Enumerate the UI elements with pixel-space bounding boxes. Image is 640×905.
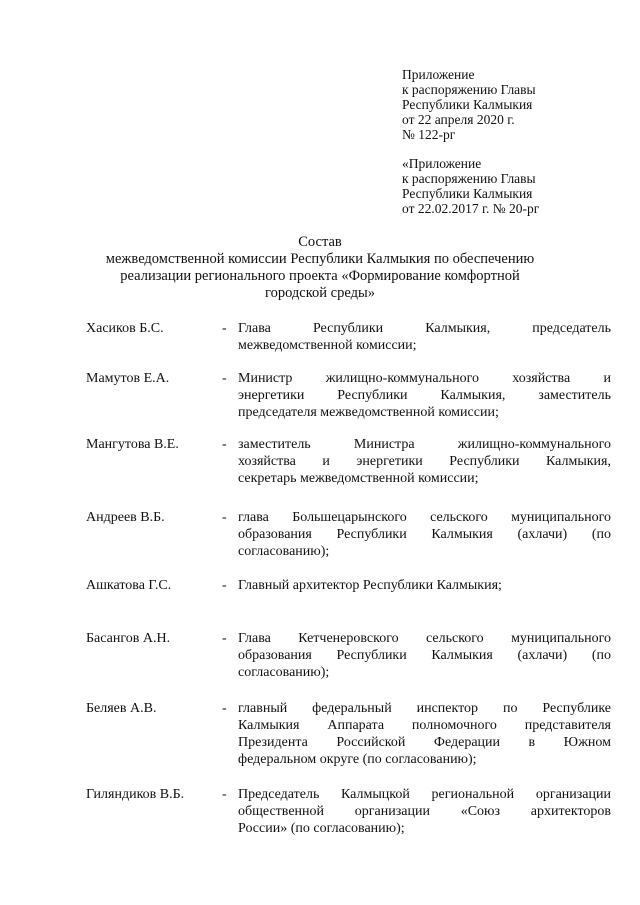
member-name: Мангутова В.Е.	[86, 437, 179, 452]
member-role	[238, 370, 611, 421]
member-name: Хасиков Б.С.	[86, 321, 164, 336]
annex-line: от 22.02.2017 г. № 20-рг	[402, 201, 540, 216]
role-line: Президента Российской Федерации в Южном	[238, 735, 611, 750]
role-line: Главный архитектор Республики Калмыкия;	[238, 578, 502, 593]
role-line: согласованию);	[238, 544, 330, 559]
annex-line: к распоряжению Главы	[402, 171, 536, 186]
annex-line: Республики Калмыкия	[402, 97, 533, 112]
role-line: хозяйства и энергетики Республики Калмыкия,	[238, 454, 611, 469]
role-line: Глава Кетченеровского сельского муниципального	[238, 631, 611, 646]
annex-line: от 22 апреля 2020 г.	[402, 112, 515, 127]
role-line: Глава Республики Калмыкия, председатель	[238, 321, 611, 336]
member-name: Басангов А.Н.	[86, 631, 171, 646]
member-dash: -	[222, 321, 227, 336]
role-line: Министр жилищно-коммунального хозяйства и	[238, 371, 611, 386]
role-line: федеральном округе (по согласованию);	[238, 752, 477, 767]
member-dash: -	[222, 787, 227, 802]
title-line: Состав	[298, 234, 342, 250]
member-dash: -	[222, 510, 227, 525]
role-line: секретарь межведомственной комиссии;	[238, 471, 479, 486]
role-line: общественной организации «Союз архитекторов	[238, 804, 611, 819]
member-role	[238, 786, 611, 837]
role-line: председателя межведомственной комиссии;	[238, 405, 499, 420]
title-line: межведомственной комиссии Республики Калмыкия по обеспечению	[105, 251, 535, 267]
member-name: Андреев В.Б.	[86, 510, 165, 525]
member-role	[238, 509, 611, 560]
member-role	[238, 320, 611, 354]
member-role	[238, 630, 611, 681]
member-dash: -	[222, 578, 227, 593]
member-dash: -	[222, 371, 227, 386]
role-line: межведомственной комиссии;	[238, 338, 417, 353]
annex-line: № 122-рг	[402, 127, 456, 142]
role-line: Председатель Калмыцкой региональной организации	[238, 787, 611, 802]
role-line: образования Республики Калмыкия (ахлачи) (по	[238, 648, 611, 663]
title-line: реализации регионального проекта «Формирование комфортной	[120, 268, 520, 284]
role-line: глава Большецарынского сельского муниципального	[238, 510, 611, 525]
member-dash: -	[222, 437, 227, 452]
role-line: главный федеральный инспектор по Республике	[238, 701, 611, 716]
role-line: согласованию);	[238, 665, 330, 680]
annex-line: Республики Калмыкия	[402, 186, 533, 201]
member-role	[238, 577, 611, 594]
document-title	[80, 234, 560, 302]
member-name: Беляев А.В.	[86, 701, 157, 716]
role-line: заместитель Министра жилищно-коммунального	[238, 437, 611, 452]
title-line: городской среды»	[265, 285, 375, 301]
annex-line: «Приложение	[402, 156, 482, 171]
role-line: энергетики Республики Калмыкия, заместитель	[238, 388, 611, 403]
role-line: России» (по согласованию);	[238, 821, 405, 836]
role-line: образования Республики Калмыкия (ахлачи) (по	[238, 527, 611, 542]
member-name: Мамутов Е.А.	[86, 371, 170, 386]
annex-line: к распоряжению Главы	[402, 82, 536, 97]
member-role	[238, 700, 611, 768]
member-dash: -	[222, 631, 227, 646]
role-line: Калмыкия Аппарата полномочного представителя	[238, 718, 611, 733]
member-name: Ашкатова Г.С.	[86, 578, 172, 593]
member-dash: -	[222, 701, 227, 716]
annex-header-original	[402, 156, 539, 216]
annex-line: Приложение	[402, 67, 475, 82]
member-name: Гиляндиков В.Б.	[86, 787, 185, 802]
member-role	[238, 436, 611, 487]
annex-header-current	[402, 67, 536, 142]
